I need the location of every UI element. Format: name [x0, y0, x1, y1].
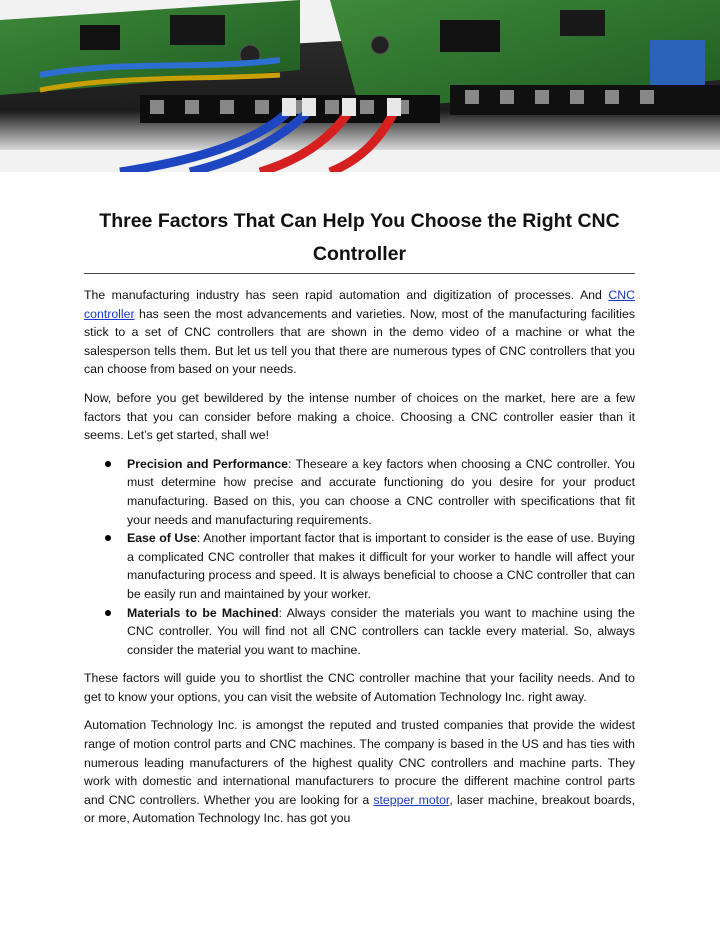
bullet-icon [105, 610, 111, 616]
list-item [84, 529, 635, 603]
list-item [84, 455, 635, 529]
factor-label: Materials to be Machined [127, 605, 279, 620]
cnc-controller-link[interactable]: CNC controller [84, 288, 635, 321]
intro-paragraph [84, 286, 635, 379]
factors-intro-paragraph: Now, before you get bewildered by the intense number of choices on the market, here are a few factors that you can consider before making a choice. Choosing a CNC controller easier than it seems. Let’s get started, shall we! [84, 390, 635, 443]
stepper-motor-link[interactable]: stepper motor [373, 792, 450, 807]
document-body [84, 205, 635, 828]
list-item [84, 604, 635, 660]
intro-text-b: has seen the most advancements and varieties. Now, most of the manufacturing facilities stick to a set of CNC controllers that are shown in the demo video of a machine or what the salesperson tells them. But let us tell you that there are numerous types of CNC controllers that you can choose from based on your needs. [84, 306, 635, 377]
bullet-icon [105, 535, 111, 541]
factor-text: : Always consider the materials you want to machine using the CNC controller. You will find not all CNC controllers can tackle every material. So, always consider the material you want to machine. [127, 605, 635, 657]
factor-text: : Another important factor that is important to consider is the ease of use. Buying a complicated CNC controller that makes it difficult for your worker to handle will affect your manufacturing process and speed. It is always beneficial to choose a CNC controller that can be easily run and maintained by your worker. [127, 531, 635, 601]
intro-text-a: The manufacturing industry has seen rapid automation and digitization of processes. And [84, 288, 609, 302]
hero-image [0, 0, 720, 172]
company-text-a: Automation Technology Inc. is amongst the reputed and trusted companies that provide the widest range of motion control parts and CNC machines. The company is based in the US and has ties with numerous leading manufacturers of the highest quality CNC controllers and machine parts. They work with domestic and international manufacturers to procure the different machine control parts and CNC controllers. Whether you are looking for a [84, 718, 635, 807]
factor-text: : Theseare a key factors when choosing a CNC controller. You must determine how precise and accurate functioning do you desire for your product manufacturing. Based on this, you can choose a CNC controller with specifications that fit your needs and manufacturing requirements. [127, 456, 635, 527]
factors-list [84, 455, 635, 660]
company-paragraph [84, 716, 635, 828]
cnc-board-illustration [0, 0, 720, 172]
bullet-icon [105, 461, 111, 467]
factor-label: Precision and Performance [127, 456, 289, 471]
page-title: Three Factors That Can Help You Choose the Right CNC Controller [84, 205, 635, 274]
company-text-b: , laser machine, breakout boards, or more, Automation Technology Inc. has got you [84, 792, 635, 826]
factor-label: Ease of Use [127, 531, 197, 546]
guide-paragraph: These factors will guide you to shortlist the CNC controller machine that your facility needs. And to get to know your options, you can visit the website of Automation Technology Inc. right away. [84, 671, 635, 704]
